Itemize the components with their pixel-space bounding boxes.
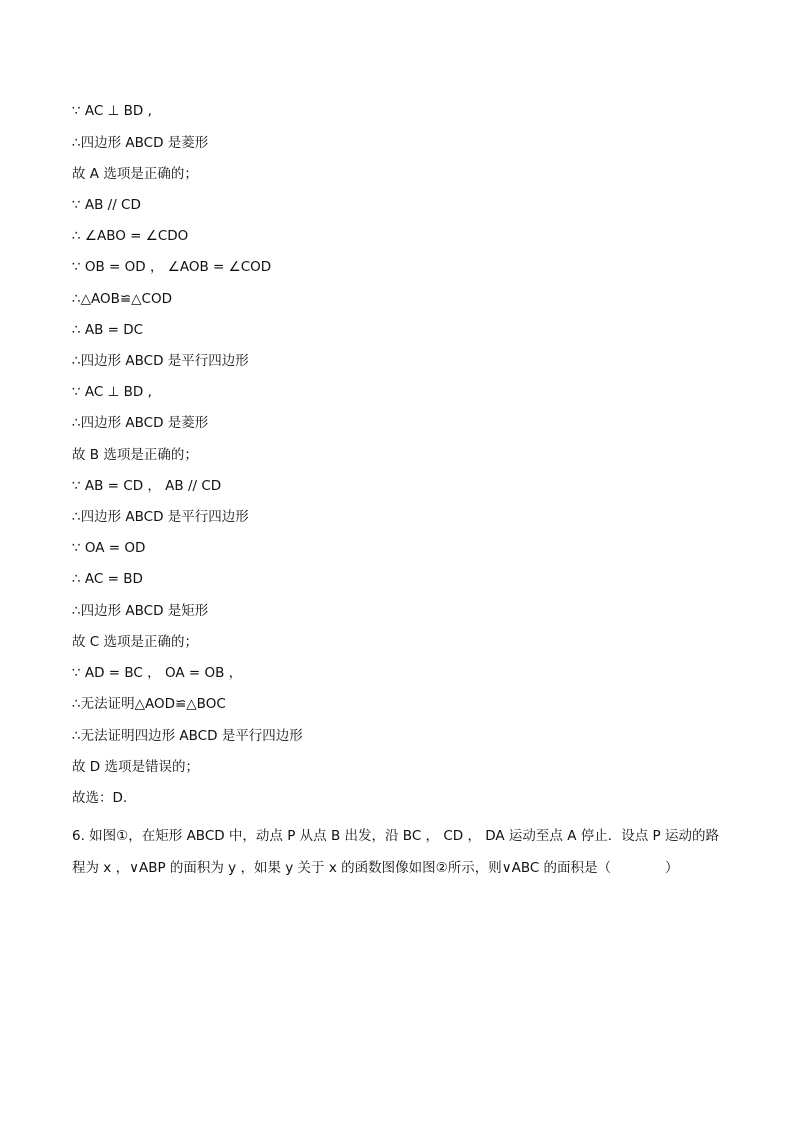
solution-line: ∵ AB = CD ， AB // CD (72, 478, 222, 494)
solution-line: ∴四边形 ABCD 是平行四边形 (72, 353, 249, 369)
solution-line: 故选：D. (72, 790, 128, 806)
problem-6-text: 6. 如图①，在矩形 ABCD 中，动点 P 从点 B 出发，沿 BC ， CD ， DA 运动至点 A 停止．设点 P 运动的路程为 x ，∨ABP 的面积为 y ，如果 y 关于 x 的函数图像如图②所示，则∨ABC 的面积是（ ） (72, 828, 719, 876)
solution-line: ∴ AB = DC (72, 322, 144, 338)
solution-line: ∵ AD = BC ， OA = OB ， (72, 665, 243, 681)
solution-line: ∴四边形 ABCD 是菱形 (72, 135, 209, 151)
solution-line: ∴ ∠ABO = ∠CDO (72, 228, 189, 244)
solution-line: ∴ AC = BD (72, 571, 143, 587)
solution-line: 故 B 选项是正确的； (72, 447, 198, 463)
solution-line: ∵ AC ⊥ BD , (72, 384, 152, 400)
solution-line: ∴无法证明△AOD≌△BOC (72, 696, 226, 712)
solution-line: 故 A 选项是正确的； (72, 166, 198, 182)
solution-line: ∴四边形 ABCD 是平行四边形 (72, 509, 249, 525)
solution-line: ∴无法证明四边形 ABCD 是平行四边形 (72, 728, 303, 744)
solution-line: ∵ OB = OD ， ∠AOB = ∠COD (72, 259, 272, 275)
solution-line: 故 C 选项是正确的； (72, 634, 199, 650)
solution-line: ∴△AOB≌△COD (72, 291, 172, 307)
solution-line: ∴四边形 ABCD 是矩形 (72, 603, 209, 619)
solution-line: ∵ AC ⊥ BD , (72, 103, 152, 119)
solution-line: ∵ AB // CD (72, 197, 141, 213)
solution-line: ∵ OA = OD (72, 540, 146, 556)
solution-line: 故 D 选项是错误的； (72, 759, 199, 775)
solution-line: ∴四边形 ABCD 是菱形 (72, 415, 209, 431)
